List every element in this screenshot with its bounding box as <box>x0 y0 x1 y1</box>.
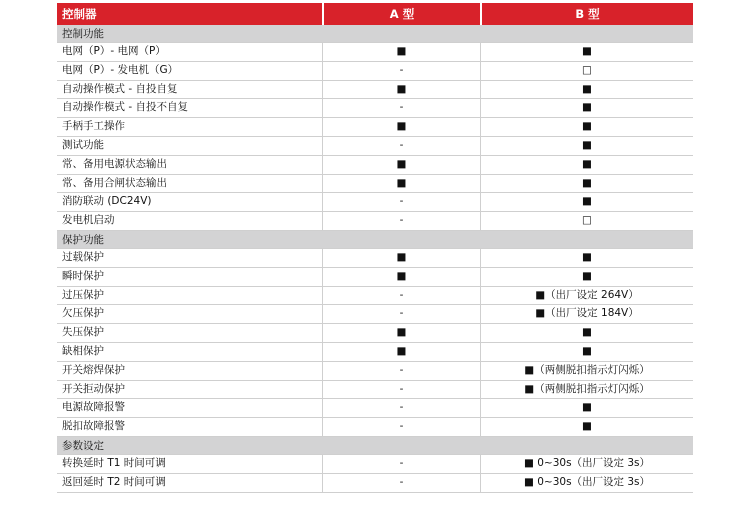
type-b-value: ■ <box>480 118 693 136</box>
row-label: 发电机启动 <box>62 214 115 227</box>
type-a-value: ■ <box>322 118 480 136</box>
row-label: 脱扣故障报警 <box>62 420 125 433</box>
type-a-value: - <box>322 362 480 380</box>
table-row <box>57 343 693 362</box>
table-row <box>57 193 693 212</box>
type-b-value: ■ <box>480 99 693 117</box>
row-label: 电网（P）- 发电机（G） <box>62 63 179 76</box>
row-label: 返回延时 T2 时间可调 <box>62 475 166 488</box>
type-b-value: ■（出厂设定 184V） <box>480 305 693 323</box>
type-b-value: ■（两侧脱扣指示灯闪烁） <box>480 362 693 380</box>
type-a-value: ■ <box>322 324 480 342</box>
table-row <box>57 362 693 381</box>
row-label: 电源故障报警 <box>62 401 125 414</box>
table-row <box>57 418 693 437</box>
table-row <box>57 175 693 194</box>
type-a-value: - <box>322 287 480 305</box>
table-row <box>57 81 693 100</box>
type-b-value: ■ <box>480 43 693 61</box>
type-b-value: ■ 0~30s（出厂设定 3s） <box>480 474 693 492</box>
row-label: 缺相保护 <box>62 344 104 357</box>
row-label: 电网（P）- 电网（P） <box>62 45 166 57</box>
table-row <box>57 324 693 343</box>
type-a-value: ■ <box>322 343 480 361</box>
type-a-value: - <box>322 474 480 492</box>
table-row <box>57 268 693 287</box>
section-header: 参数设定 <box>57 437 693 455</box>
type-b-value: ■ <box>480 156 693 174</box>
type-b-value: ■ <box>480 249 693 267</box>
table-row <box>57 287 693 306</box>
section-header: 保护功能 <box>57 231 693 249</box>
type-b-value: ■（两侧脱扣指示灯闪烁） <box>480 381 693 399</box>
type-a-value: - <box>322 62 480 80</box>
row-label: 过压保护 <box>62 288 104 301</box>
table-row <box>57 43 693 62</box>
table-row <box>57 212 693 231</box>
row-label: 消防联动 (DC24V) <box>62 195 152 208</box>
table-row <box>57 381 693 400</box>
row-label: 开关熔焊保护 <box>62 363 125 376</box>
spec-table <box>57 3 693 493</box>
type-b-value: ■ 0~30s（出厂设定 3s） <box>480 455 693 473</box>
header-type-a: A 型 <box>322 3 480 25</box>
row-label: 开关拒动保护 <box>62 382 125 395</box>
type-b-value: ■ <box>480 418 693 436</box>
type-b-value: □ <box>480 62 693 80</box>
type-b-value: ■ <box>480 81 693 99</box>
table-row <box>57 62 693 81</box>
type-a-value: ■ <box>322 175 480 193</box>
section-header: 控制功能 <box>57 25 693 43</box>
row-label: 自动操作模式 - 自投自复 <box>62 82 178 95</box>
type-a-value: ■ <box>322 156 480 174</box>
row-label: 瞬时保护 <box>62 269 104 282</box>
type-b-value: ■ <box>480 137 693 155</box>
row-label: 自动操作模式 - 自投不自复 <box>62 101 188 114</box>
table-row <box>57 305 693 324</box>
type-a-value: ■ <box>322 81 480 99</box>
table-body <box>57 25 693 493</box>
row-label: 转换延时 T1 时间可调 <box>62 456 166 469</box>
table-row <box>57 99 693 118</box>
type-b-value: ■ <box>480 343 693 361</box>
row-label: 失压保护 <box>62 326 104 339</box>
type-b-value: ■ <box>480 193 693 211</box>
table-row <box>57 137 693 156</box>
table-row <box>57 399 693 418</box>
type-b-value: ■ <box>480 268 693 286</box>
type-b-value: ■ <box>480 175 693 193</box>
table-row <box>57 474 693 493</box>
type-b-value: ■ <box>480 399 693 417</box>
table-row <box>57 156 693 175</box>
type-a-value: ■ <box>322 268 480 286</box>
type-a-value: ■ <box>322 43 480 61</box>
type-b-value: ■ <box>480 324 693 342</box>
row-label: 手柄手工操作 <box>62 120 125 133</box>
table-row <box>57 118 693 137</box>
type-a-value: - <box>322 418 480 436</box>
type-a-value: - <box>322 212 480 230</box>
row-label: 欠压保护 <box>62 307 104 320</box>
type-b-value: □ <box>480 212 693 230</box>
header-controller: 控制器 <box>62 7 97 21</box>
type-a-value: - <box>322 381 480 399</box>
type-a-value: - <box>322 99 480 117</box>
type-a-value: - <box>322 399 480 417</box>
row-label: 常、备用电源状态输出 <box>62 157 167 170</box>
table-row <box>57 455 693 474</box>
row-label: 过载保护 <box>62 250 104 263</box>
type-a-value: - <box>322 137 480 155</box>
type-a-value: ■ <box>322 249 480 267</box>
type-a-value: - <box>322 193 480 211</box>
type-b-value: ■（出厂设定 264V） <box>480 287 693 305</box>
table-row <box>57 249 693 268</box>
table-header <box>57 3 693 25</box>
row-label: 常、备用合闸状态输出 <box>62 176 167 189</box>
header-type-b: B 型 <box>480 3 693 25</box>
type-a-value: - <box>322 305 480 323</box>
type-a-value: - <box>322 455 480 473</box>
row-label: 测试功能 <box>62 138 104 151</box>
